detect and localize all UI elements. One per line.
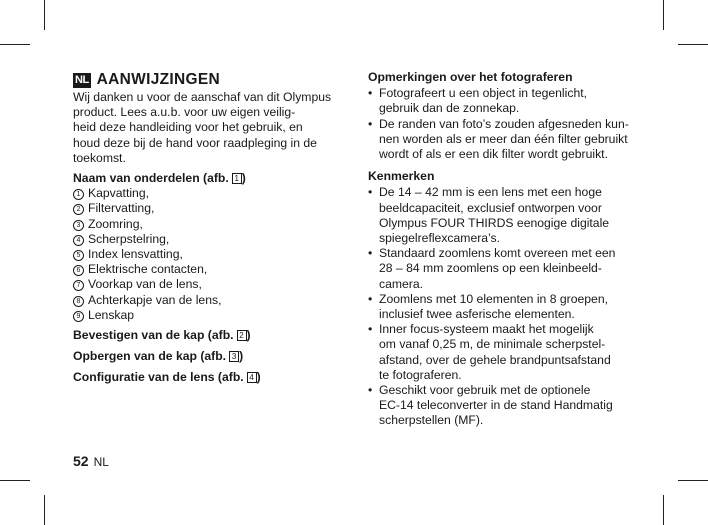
left-column bbox=[73, 70, 348, 392]
figure-ref: 3 bbox=[229, 351, 239, 362]
remarks-heading: Opmerkingen over het fotograferen bbox=[368, 70, 573, 84]
list-item: 1 Kapvatting, bbox=[73, 186, 348, 201]
list-item: • Inner focus-systeem maakt het mogelijk om vanaf 0,25 m, de minimale scherpstel- afstand, over de gehele brandpuntsafstand te fotograferen. bbox=[368, 322, 643, 383]
crop-mark bbox=[44, 0, 45, 30]
section-heading-lens-config: Configuratie van de lens (afb. 4 ) bbox=[73, 370, 261, 385]
language-badge: NL bbox=[75, 73, 89, 86]
figure-ref: 2 bbox=[237, 330, 247, 341]
number-icon: 1 bbox=[73, 189, 84, 200]
figure-ref: 4 bbox=[247, 372, 257, 383]
list-item: • Fotografeert u een object in tegenlicht, gebruik dan de zonnekap. bbox=[368, 86, 643, 116]
intro-paragraph: Wij danken u voor de aanschaf van dit Olympus product. Lees a.u.b. voor uw eigen veilig- heid deze handleiding voor het gebruik, en houd deze bij de hand voor raadpleging in de toekomst. bbox=[73, 90, 332, 165]
footer-language: NL bbox=[93, 455, 109, 469]
number-icon: 5 bbox=[73, 250, 84, 261]
page-footer bbox=[73, 453, 109, 469]
features-heading: Kenmerken bbox=[368, 169, 435, 184]
crop-mark bbox=[663, 0, 664, 30]
crop-mark bbox=[678, 480, 708, 481]
section-heading-attach-hood: Bevestigen van de kap (afb. 2 ) bbox=[73, 328, 251, 343]
crop-mark bbox=[663, 495, 664, 525]
crop-mark bbox=[44, 495, 45, 525]
page-title: AANWIJZINGEN bbox=[96, 71, 220, 89]
title-row bbox=[73, 70, 348, 90]
number-icon: 2 bbox=[73, 204, 84, 215]
number-icon: 4 bbox=[73, 235, 84, 246]
list-item: • Geschikt voor gebruik met de optionele EC-14 teleconverter in de stand Handmatig scherpstellen (MF). bbox=[368, 383, 643, 429]
number-icon: 6 bbox=[73, 265, 84, 276]
figure-ref: 1 bbox=[232, 173, 242, 184]
section-heading-store-hood: Opbergen van de kap (afb. 3 ) bbox=[73, 349, 244, 364]
page-number: 52 bbox=[73, 453, 89, 469]
list-item: 5 Index lensvatting, bbox=[73, 247, 348, 262]
remarks-list bbox=[368, 86, 643, 162]
list-item: • Zoomlens met 10 elementen in 8 groepen, inclusief twee asferische elementen. bbox=[368, 292, 643, 322]
list-item: 7 Voorkap van de lens, bbox=[73, 277, 348, 292]
right-column bbox=[368, 70, 643, 434]
features-list bbox=[368, 185, 643, 428]
parts-list bbox=[73, 186, 348, 323]
number-icon: 7 bbox=[73, 280, 84, 291]
list-item: 8 Achterkapje van de lens, bbox=[73, 293, 348, 308]
crop-mark bbox=[0, 44, 30, 45]
list-item: 6 Elektrische contacten, bbox=[73, 262, 348, 277]
list-item: • De randen van foto’s zouden afgesneden kun- nen worden als er meer dan één filter gebruikt wordt of als er een dik filter wordt gebruikt. bbox=[368, 117, 643, 163]
list-item: • Standaard zoomlens komt overeen met een 28 – 84 mm zoomlens op een kleinbeeld- camera. bbox=[368, 246, 643, 292]
list-item: 2 Filtervatting, bbox=[73, 201, 348, 216]
number-icon: 3 bbox=[73, 220, 84, 231]
crop-mark bbox=[0, 480, 30, 481]
list-item: 3 Zoomring, bbox=[73, 217, 348, 232]
number-icon: 8 bbox=[73, 296, 84, 307]
number-icon: 9 bbox=[73, 311, 84, 322]
crop-mark bbox=[678, 44, 708, 45]
parts-heading: Naam van onderdelen (afb. 1 ) bbox=[73, 171, 246, 186]
list-item: • De 14 – 42 mm is een lens met een hoge beeldcapaciteit, exclusief ontworpen voor Olympus FOUR THIRDS eenogige digitale spiegelreflexcamera’s. bbox=[368, 185, 643, 246]
list-item: 9 Lenskap bbox=[73, 308, 348, 323]
list-item: 4 Scherpstelring, bbox=[73, 232, 348, 247]
